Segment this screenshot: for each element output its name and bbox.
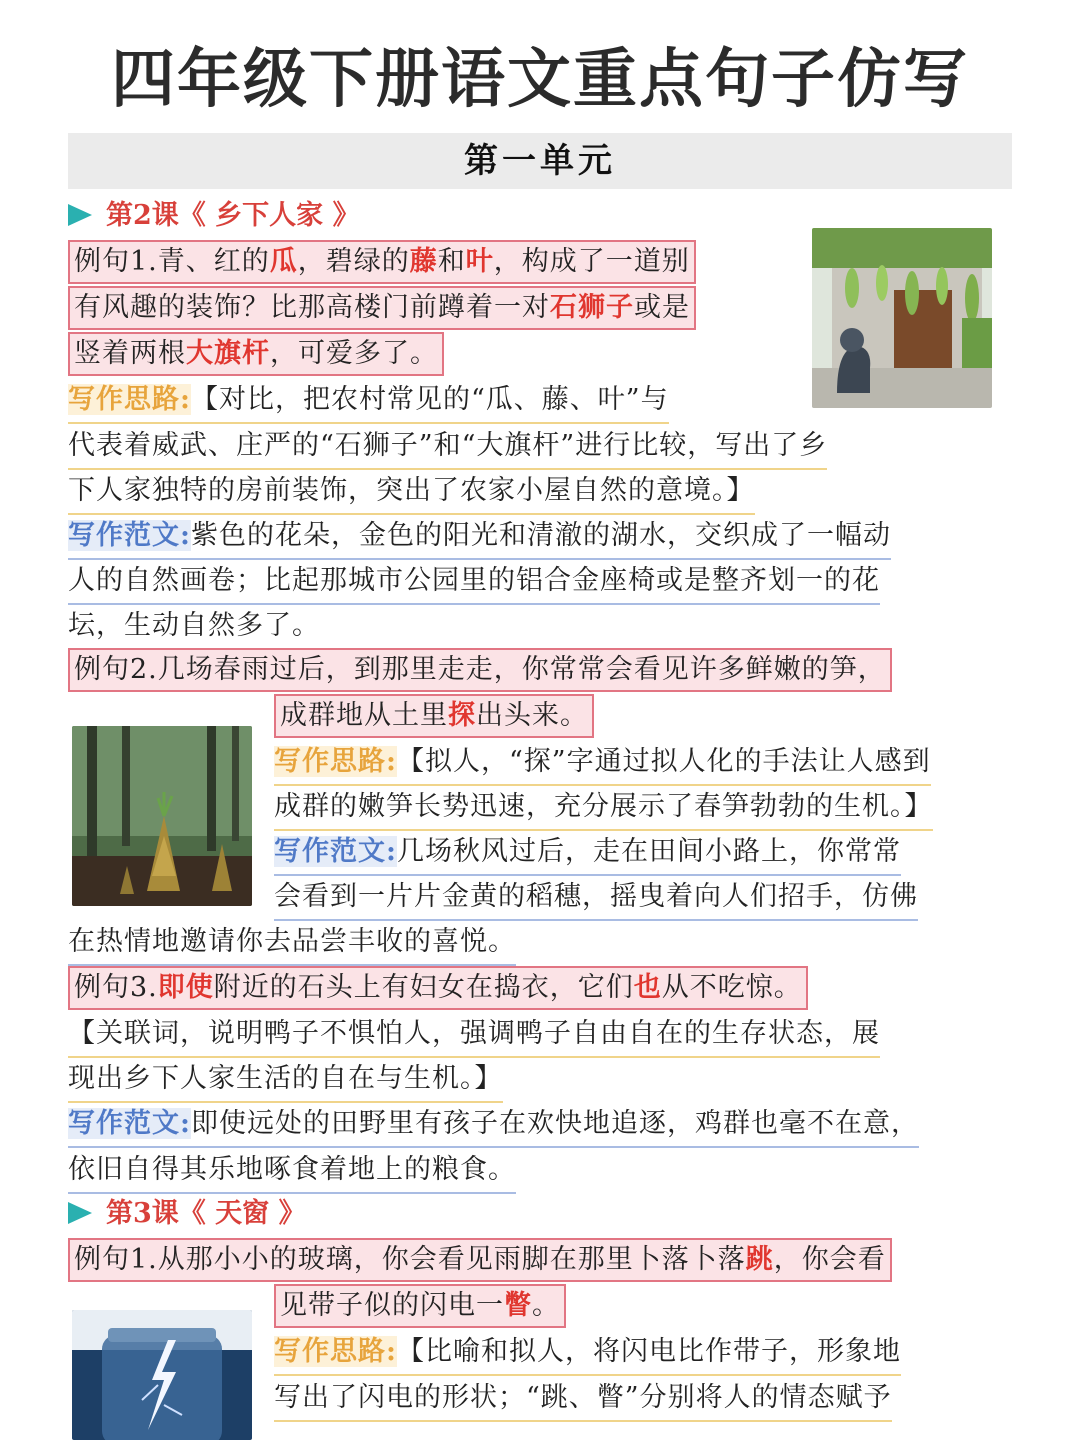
example-2-line-2: 成群地从土里探出头来。 (274, 694, 594, 738)
model-3-line-2: 依旧自得其乐地啄食着地上的粮食。 (68, 1148, 516, 1194)
example-2-line-1: 例句2.几场春雨过后，到那里走走，你常常会看见许多鲜嫩的笋， (68, 648, 892, 692)
bamboo-shoot-image (72, 726, 252, 906)
model-3-line-1: 写作范文:即使远处的田野里有孩子在欢快地追逐，鸡群也毫不在意， (68, 1102, 919, 1148)
example-3-line-1: 例句3.即使附近的石头上有妇女在捣衣，它们也从不吃惊。 (68, 966, 808, 1010)
idea-2-line-1: 写作思路:【拟人，“探”字通过拟人化的手法让人感到 (274, 740, 931, 786)
model-label: 写作范文: (68, 520, 191, 551)
model-1-line-2: 人的自然画卷；比起那城市公园里的铝合金座椅或是整齐划一的花 (68, 559, 880, 605)
idea-1-line-3: 下人家独特的房前装饰，突出了农家小屋自然的意境。】 (68, 469, 755, 515)
model-2-line-2: 会看到一片片金黄的稻穗，摇曳着向人们招手，仿佛 (274, 875, 918, 921)
model-2-line-1: 写作范文:几场秋风过后，走在田间小路上，你常常 (274, 830, 901, 876)
lesson-2-label: 第2课《 乡下人家 》 (106, 200, 360, 231)
arrow-right-icon (68, 204, 92, 226)
model-label: 写作范文: (274, 836, 397, 867)
idea-2-line-2: 成群的嫩笋长势迅速，充分展示了春笋勃勃的生机。】 (274, 785, 933, 831)
lightning-jar-image (72, 1310, 252, 1440)
example-1-line-1: 例句1.青、红的瓜，碧绿的藤和叶，构成了一道别 (68, 240, 696, 284)
lightning-jar-illustration (72, 1310, 252, 1440)
lesson-3-example-1-line-2: 见带子似的闪电一瞥。 (274, 1284, 566, 1328)
unit-heading: 第一单元 (68, 133, 1012, 189)
lesson-3-idea-1-line-2: 写出了闪电的形状；“跳、瞥”分别将人的情态赋予 (274, 1376, 892, 1422)
lesson-2-heading (68, 196, 360, 236)
gourd-house-illustration (812, 228, 992, 408)
model-2-line-3: 在热情地邀请你去品尝丰收的喜悦。 (68, 920, 516, 966)
arrow-right-icon (68, 1202, 92, 1224)
model-1-line-1: 写作范文:紫色的花朵，金色的阳光和清澈的湖水，交织成了一幅动 (68, 514, 891, 560)
idea-label: 写作思路: (274, 746, 397, 777)
idea-3-line-1: 【关联词，说明鸭子不惧怕人，强调鸭子自由自在的生存状态，展 (68, 1012, 880, 1058)
example-1-line-3: 竖着两根大旗杆，可爱多了。 (68, 332, 444, 376)
idea-label: 写作思路: (68, 384, 191, 415)
page-title: 四年级下册语文重点句子仿写 (111, 43, 969, 117)
lesson-3-idea-1-line-1: 写作思路:【比喻和拟人，将闪电比作带子，形象地 (274, 1330, 901, 1376)
example-1-line-2: 有风趣的装饰？比那高楼门前蹲着一对石狮子或是 (68, 286, 696, 330)
idea-1-line-1: 写作思路:【对比，把农村常见的“瓜、藤、叶”与 (68, 378, 669, 424)
bamboo-shoot-illustration (72, 726, 252, 906)
model-1-line-3: 坛，生动自然多了。 (68, 604, 320, 650)
lesson-3-label: 第3课《 天窗 》 (106, 1198, 306, 1229)
model-label: 写作范文: (68, 1108, 191, 1139)
idea-label: 写作思路: (274, 1336, 397, 1367)
lesson-3-heading (68, 1194, 306, 1234)
idea-1-line-2: 代表着威武、庄严的“石狮子”和“大旗杆”进行比较，写出了乡 (68, 424, 827, 470)
lesson-3-example-1-line-1: 例句1.从那小小的玻璃，你会看见雨脚在那里卜落卜落跳，你会看 (68, 1238, 892, 1282)
gourd-house-image (812, 228, 992, 408)
idea-3-line-2: 现出乡下人家生活的自在与生机。】 (68, 1057, 503, 1103)
